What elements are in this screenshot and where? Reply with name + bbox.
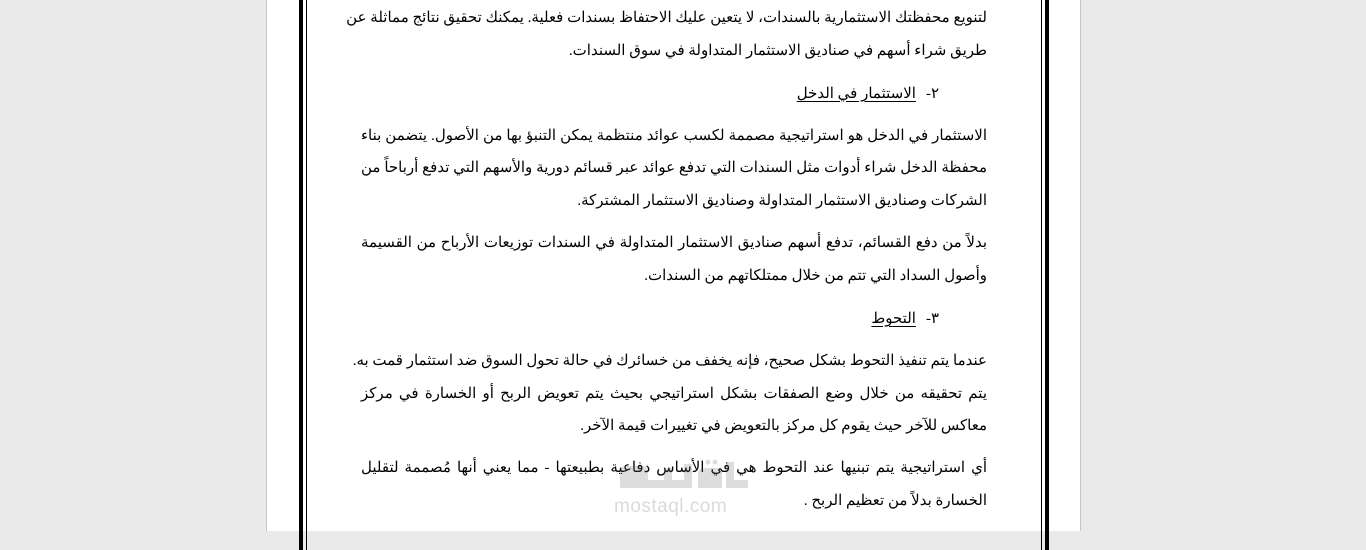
page-sheet bbox=[266, 0, 1081, 531]
para-hedge-2-line-2: الخسارة بدلاً من تعظيم الربح . bbox=[803, 493, 987, 509]
para-hedge-1-line-2: يتم تحقيقه من خلال وضع الصفقات بشكل استراتيجي بحيث يتم تعويض الربح أو الخسارة في مركز bbox=[361, 386, 987, 402]
para-intro-line-2: طريق شراء أسهم في صناديق الاستثمار المتداولة في سوق السندات. bbox=[568, 43, 987, 59]
para-intro-line-1: لتنويع محفظتك الاستثمارية بالسندات، لا يتعين عليك الاحتفاظ بسندات فعلية. يمكنك تحقيق نتائج مماثلة عن bbox=[346, 10, 987, 26]
para-income-1-line-1: الاستثمار في الدخل هو استراتيجية مصممة لكسب عوائد منتظمة يمكن التنبؤ بها من الأصول. يتضمن بناء bbox=[361, 128, 987, 144]
para-hedge-1-line-3: معاكس للآخر حيث يقوم كل مركز بالتعويض في تغييرات قيمة الآخر. bbox=[580, 418, 987, 434]
watermark-url: mostaql.com bbox=[614, 496, 728, 517]
para-income-1-line-3: الشركات وصناديق الاستثمار المتداولة وصناديق الاستثمار المشتركة. bbox=[577, 193, 987, 209]
para-income-2-line-2: وأصول السداد التي تتم من خلال ممتلكاتهم من السندات. bbox=[644, 268, 987, 284]
document-body bbox=[346, 0, 987, 531]
section-3-number: ٣- bbox=[925, 311, 939, 327]
para-income-2-line-1: بدلاً من دفع القسائم، تدفع أسهم صناديق الاستثمار المتداولة في السندات توزيعات الأرباح من القسيمة bbox=[361, 235, 987, 251]
para-income-1-line-2: محفظة الدخل شراء أدوات مثل السندات التي تدفع عوائد عبر قسائم دورية والأسهم التي تدفع أرباحاً من bbox=[361, 160, 987, 176]
section-2-number: ٢- bbox=[925, 86, 939, 102]
para-hedge-2-line-1: أي استراتيجية يتم تبنيها عند التحوط هي في الأساس دفاعية بطبيعتها - مما يعني أنها مُصممة لتقليل bbox=[361, 460, 987, 476]
section-2-title: الاستثمار في الدخل bbox=[796, 86, 916, 102]
section-3-title: التحوط bbox=[871, 311, 916, 327]
section-3-heading bbox=[871, 308, 939, 330]
para-hedge-1-line-1: عندما يتم تنفيذ التحوط بشكل صحيح، فإنه يخفف من خسائرك في حالة تحول السوق ضد استثمار قمت به. bbox=[352, 353, 987, 369]
section-2-heading bbox=[797, 83, 939, 105]
